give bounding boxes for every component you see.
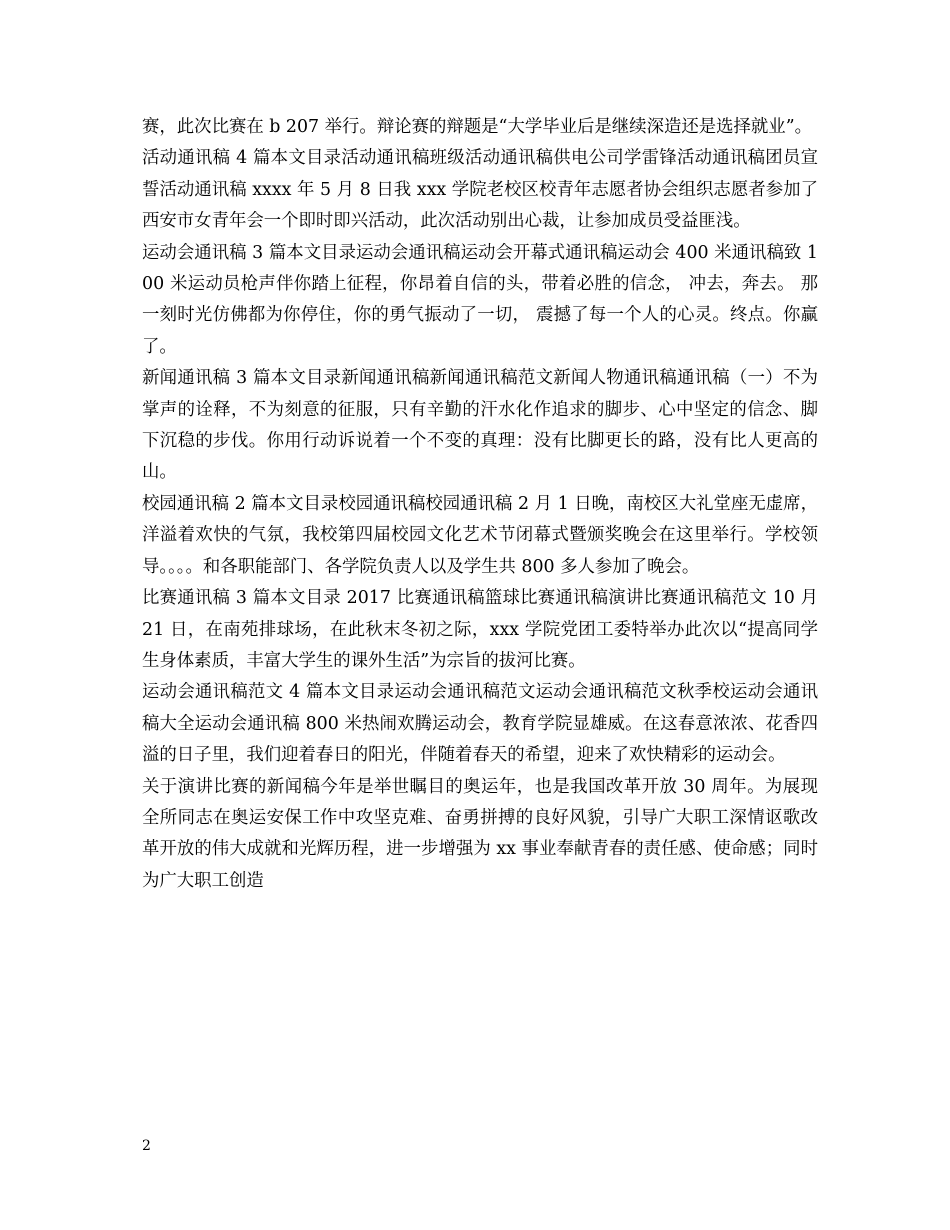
- paragraph-debate-topic: 赛，此次比赛在 b 207 举行。辩论赛的辩题是“大学毕业后是继续深造还是选择就业”。: [142, 117, 812, 137]
- paragraph-activity-press-release: 活动通讯稿 4 篇本文目录活动通讯稿班级活动通讯稿供电公司学雷锋活动通讯稿团员宣誓活动通讯稿 xxxx 年 5 月 8 日我 xxx 学院老校区校青年志愿者协会组织志愿者参加了西安市女青年会一个即时即兴活动，此次活动别出心裁，让参加成员受益匪浅。: [142, 148, 818, 232]
- page-number: 2: [142, 1138, 151, 1154]
- paragraph-sports-meet-press-release: 运动会通讯稿 3 篇本文目录运动会通讯稿运动会开幕式通讯稿运动会 400 米通讯稿致 100 米运动员枪声伴你踏上征程，你昂着自信的头，带着必胜的信念， 冲去，奔去。 那一刻时光仿佛都为你停住，你的勇气振动了一切， 震撼了每一个人的心灵。终点。你赢了。: [142, 242, 818, 357]
- body-text: [142, 112, 818, 897]
- paragraph-speech-contest-news: 关于演讲比赛的新闻稿今年是举世瞩目的奥运年，也是我国改革开放 30 周年。为展现全所同志在奥运安保工作中攻坚克难、奋勇拼搏的良好风貌，引导广大职工深情讴歌改革开放的伟大成就和光辉历程，进一步增强为 xx 事业奉献青春的责任感、使命感；同时为广大职工创造: [142, 776, 818, 891]
- paragraph-sports-meet-sample: 运动会通讯稿范文 4 篇本文目录运动会通讯稿范文运动会通讯稿范文秋季校运动会通讯稿大全运动会通讯稿 800 米热闹欢腾运动会，教育学院显雄威。在这春意浓浓、花香四溢的日子里，我们迎着春日的阳光，伴随着春天的希望，迎来了欢快精彩的运动会。: [142, 682, 818, 766]
- paragraph-competition-press-release: 比赛通讯稿 3 篇本文目录 2017 比赛通讯稿篮球比赛通讯稿演讲比赛通讯稿范文 10 月 21 日，在南苑排球场，在此秋末冬初之际，xxx 学院党团工委特举办此次以“提高同学生身体素质，丰富大学生的课外生活”为宗旨的拔河比赛。: [142, 588, 818, 671]
- paragraph-campus-press-release: 校园通讯稿 2 篇本文目录校园通讯稿校园通讯稿 2 月 1 日晚，南校区大礼堂座无虚席，洋溢着欢快的气氛，我校第四届校园文化艺术节闭幕式暨颁奖晚会在这里举行。学校领导。。。。和各职能部门、各学院负责人以及学生共 800 多人参加了晚会。: [142, 493, 818, 577]
- paragraph-news-press-release: 新闻通讯稿 3 篇本文目录新闻通讯稿新闻通讯稿范文新闻人物通讯稿通讯稿（一）不为掌声的诠释，不为刻意的征服，只有辛勤的汗水化作追求的脚步、心中坚定的信念、脚下沉稳的步伐。你用行动诉说着一个不变的真理：没有比脚更长的路，没有比人更高的山。: [142, 368, 818, 483]
